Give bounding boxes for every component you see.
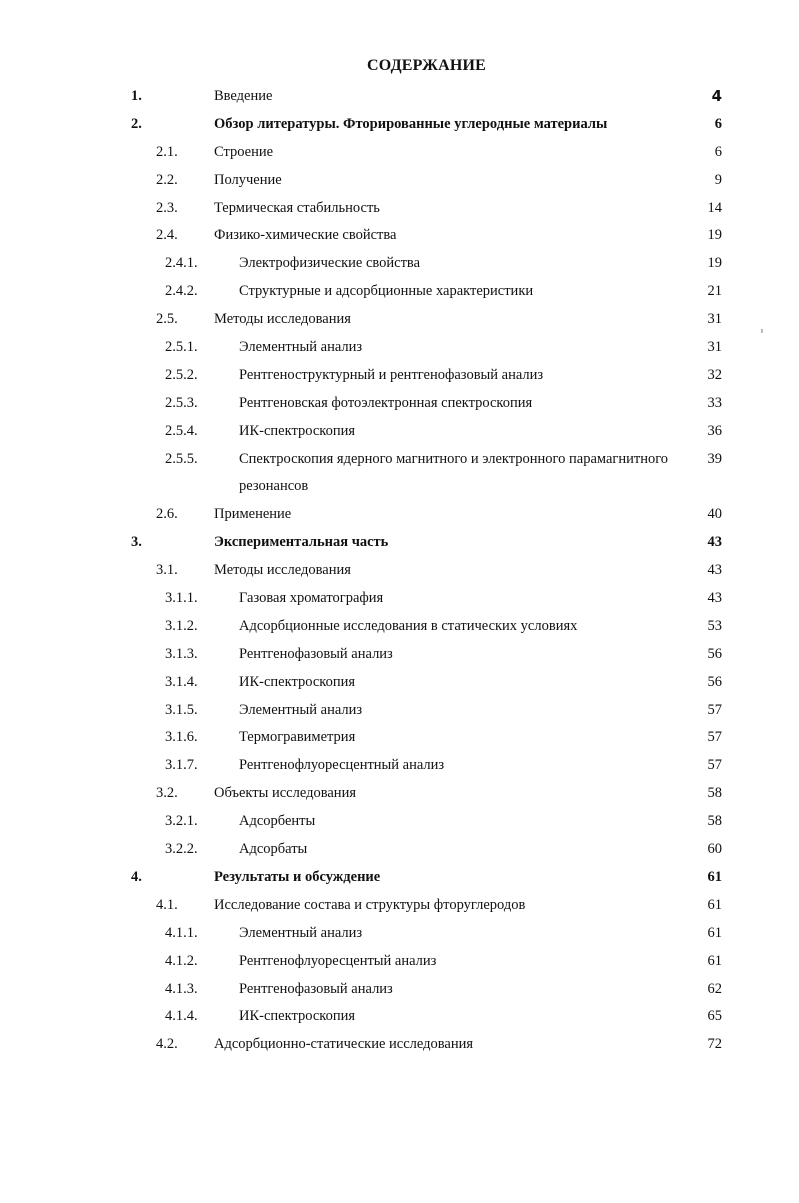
toc-title: Получение [214,171,282,188]
toc-entry-continuation [0,473,799,501]
toc-entry [0,306,799,334]
toc-number: 3.2. [156,785,178,802]
toc-number: 2.3. [156,199,178,216]
toc-page: 61 [707,952,722,969]
toc-page: 9 [714,171,722,188]
toc-number: 2. [131,115,142,132]
toc-page: 21 [707,283,722,300]
toc-number: 3.2.2. [165,841,198,858]
toc-entry [0,641,799,669]
toc-title: Термогравиметрия [239,729,356,746]
toc-number: 2.4.1. [165,255,198,272]
toc-page: 56 [707,645,722,662]
toc-entry [0,585,799,613]
toc-number: 3.1.1. [165,590,198,607]
toc-entry [0,669,799,697]
toc-title: Методы исследования [214,562,351,579]
toc-page-handwritten: 4 [711,87,722,105]
toc-page: 61 [707,924,722,941]
toc-title: Термическая стабильность [214,199,380,216]
toc-number: 4.1.2. [165,952,198,969]
toc-title: Структурные и адсорбционные характеристики [239,283,534,300]
toc-title: Рентгенофазовый анализ [239,645,393,662]
toc-entry [0,390,799,418]
toc-number: 3.1.6. [165,729,198,746]
toc-page: 72 [707,1036,722,1053]
toc-page: 58 [707,813,722,830]
toc-entry [0,780,799,808]
toc-title: Адсорбционно-статические исследования [214,1036,474,1053]
toc-number: 4.1.3. [165,980,198,997]
toc-number: 3.2.1. [165,813,198,830]
toc-number: 2.4. [156,227,178,244]
toc-number: 3. [131,534,142,551]
toc-title: Исследование состава и структуры фторуглеродов [214,896,526,913]
toc-title: Газовая хроматография [239,590,384,607]
toc-entry [0,948,799,976]
toc-title: Элементный анализ [239,701,363,718]
toc-entry [0,864,799,892]
page-title: СОДЕРЖАНИЕ [366,57,487,74]
toc-number: 3.1.3. [165,645,198,662]
toc-entry [0,195,799,223]
toc-number: 2.5.4. [165,422,198,439]
toc-entry [0,613,799,641]
toc-title: Рентгенофлуоресцентый анализ [239,952,437,969]
toc-title: Методы исследования [214,311,351,328]
toc-title: Результаты и обсуждение [214,868,381,885]
toc-page: 39 [707,450,722,467]
toc-number: 2.2. [156,171,178,188]
toc-number: 3.1. [156,562,178,579]
toc-page: 43 [707,534,722,551]
toc-entry [0,1003,799,1031]
toc-page: 53 [707,617,722,634]
toc-title: Объекты исследования [214,785,356,802]
toc-number: 4. [131,868,142,885]
toc-page: 61 [707,868,722,885]
toc-entry [0,446,799,474]
toc-page: 58 [707,785,722,802]
toc-title: резонансов [239,478,309,495]
toc-number: 2.5.1. [165,339,198,356]
toc-entry [0,362,799,390]
toc-entry [0,808,799,836]
toc-page: 62 [707,980,722,997]
toc-title: Адсорбционные исследования в статических условиях [239,617,578,634]
toc-title: Рентгенофлуоресцентный анализ [239,757,445,774]
toc-entry [0,920,799,948]
toc-entry [0,222,799,250]
toc-entry [0,250,799,278]
toc-title: Обзор литературы. Фторированные углеродные материалы [214,115,608,132]
toc-page: 31 [707,311,722,328]
toc-title: Спектроскопия ядерного магнитного и электронного парамагнитного [239,450,669,467]
toc-page: 36 [707,422,722,439]
toc-number: 2.1. [156,143,178,160]
toc-title: Элементный анализ [239,339,363,356]
toc-number: 3.1.4. [165,673,198,690]
toc-page: 57 [707,757,722,774]
toc-entry [0,724,799,752]
toc-number: 2.5. [156,311,178,328]
toc-entry [0,976,799,1004]
toc-number: 3.1.7. [165,757,198,774]
toc-title: Введение [214,88,273,104]
toc-page: 60 [707,841,722,858]
toc-number: 4.2. [156,1036,178,1053]
toc-entry [0,167,799,195]
toc-title: Строение [214,143,274,160]
toc-number: 3.1.5. [165,701,198,718]
toc-page: 43 [707,590,722,607]
toc-title: ИК-спектроскопия [239,422,356,439]
toc-number: 1. [131,88,142,104]
toc-entry [0,278,799,306]
toc-title: Элементный анализ [239,924,363,941]
toc-title: ИК-спектроскопия [239,1008,356,1025]
toc-entry [0,892,799,920]
toc-page: 65 [707,1008,722,1025]
toc-entry [0,836,799,864]
toc-page: 6 [714,115,722,132]
toc-title: ИК-спектроскопия [239,673,356,690]
toc-title: Рентгеноструктурный и рентгенофазовый анализ [239,366,544,383]
toc-title: Адсорбенты [239,813,316,830]
toc-entry [0,139,799,167]
toc-title: Применение [214,506,292,523]
toc-title: Рентгенофазовый анализ [239,980,393,997]
toc-page: 19 [707,227,722,244]
scan-artifact [761,329,763,333]
toc-page: 6 [714,143,722,160]
toc-page: 40 [707,506,722,523]
toc-title: Экспериментальная часть [214,534,389,551]
toc-title: Электрофизические свойства [239,255,421,272]
toc-entry [0,83,799,111]
toc-entry [0,752,799,780]
toc-entry [0,334,799,362]
toc-entry [0,501,799,529]
toc-page: 61 [707,896,722,913]
toc-title: Рентгеновская фотоэлектронная спектроскопия [239,394,533,411]
toc-page: 33 [707,394,722,411]
toc-entry [0,111,799,139]
toc-page: 43 [707,562,722,579]
toc-page: 31 [707,339,722,356]
toc-page: 14 [707,199,722,216]
toc-number: 4.1.4. [165,1008,198,1025]
toc-entry [0,1031,799,1059]
toc-title: Физико-химические свойства [214,227,397,244]
toc-number: 2.4.2. [165,283,198,300]
table-of-contents [0,83,799,1059]
toc-number: 4.1. [156,896,178,913]
toc-entry [0,418,799,446]
toc-number: 2.6. [156,506,178,523]
toc-entry [0,557,799,585]
toc-page: 57 [707,701,722,718]
toc-entry [0,529,799,557]
toc-number: 3.1.2. [165,617,198,634]
toc-page: 19 [707,255,722,272]
toc-page: 57 [707,729,722,746]
toc-title: Адсорбаты [239,841,308,858]
toc-entry [0,697,799,725]
toc-number: 4.1.1. [165,924,198,941]
toc-number: 2.5.2. [165,366,198,383]
toc-page: 56 [707,673,722,690]
toc-number: 2.5.5. [165,450,198,467]
toc-number: 2.5.3. [165,394,198,411]
toc-page: 32 [707,366,722,383]
